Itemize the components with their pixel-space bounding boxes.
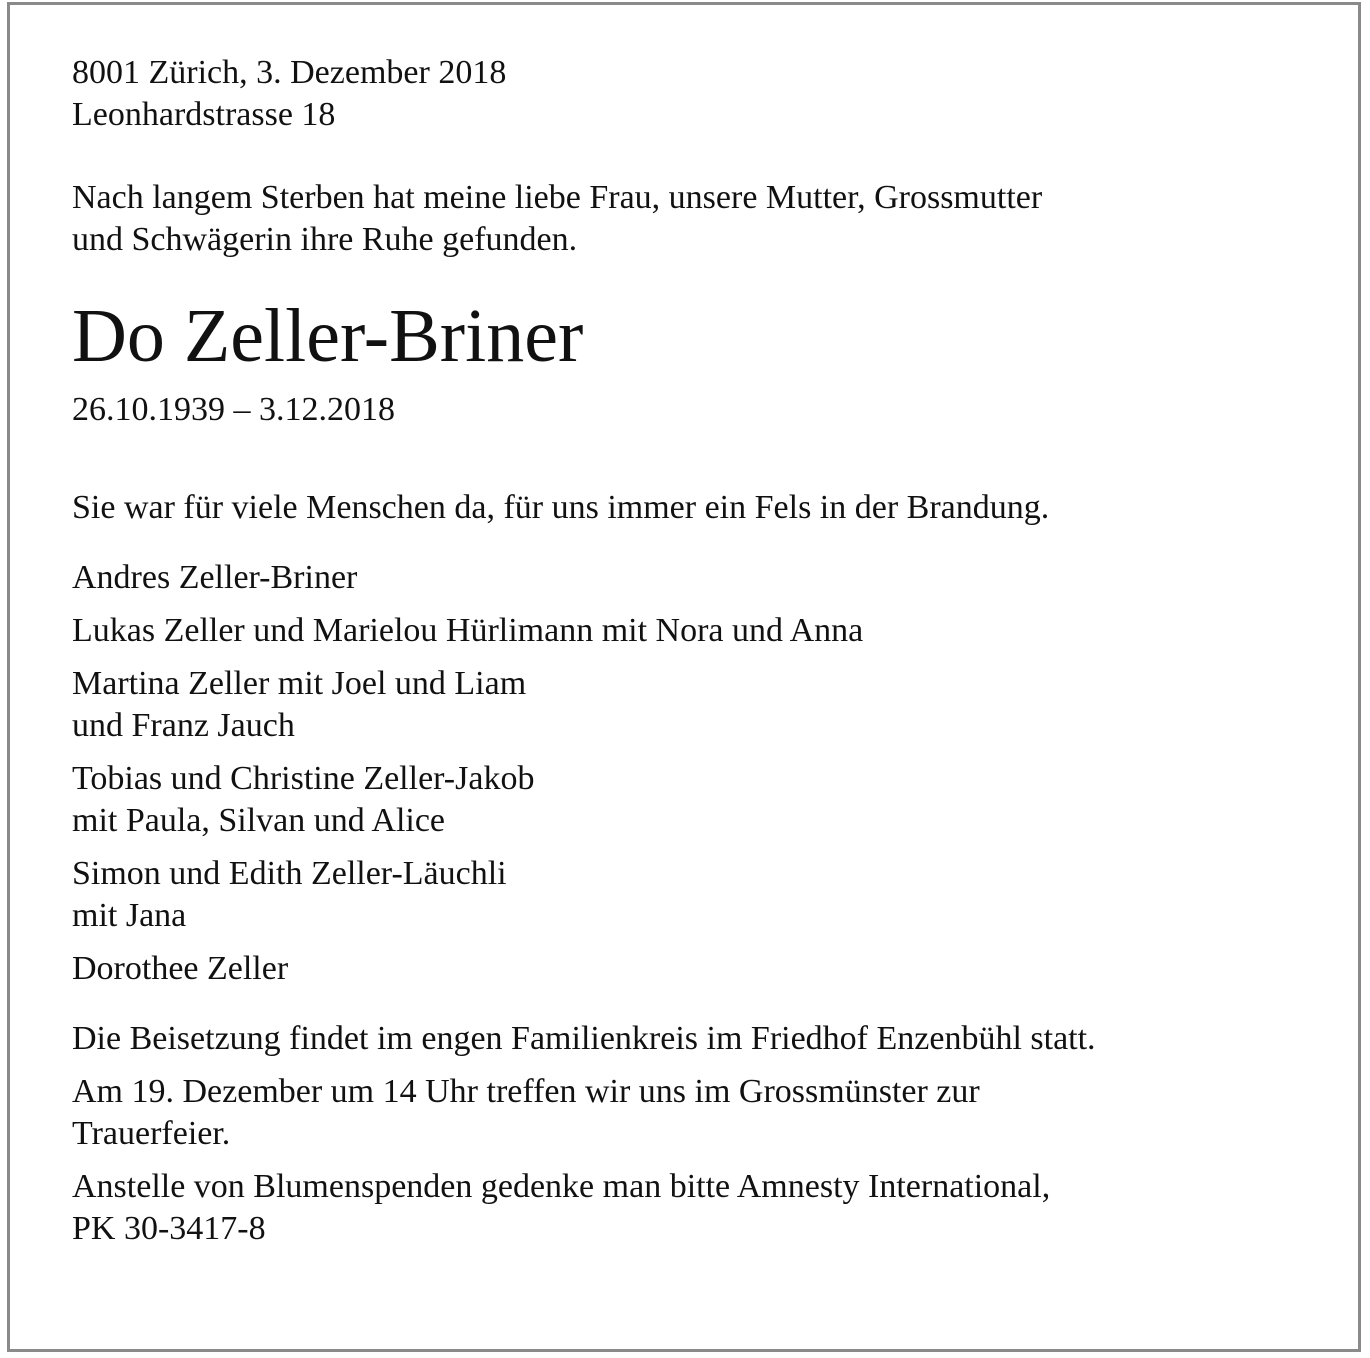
family-list xyxy=(72,557,1332,990)
place-date: 8001 Zürich, 3. Dezember 2018 xyxy=(72,54,507,91)
family-entry xyxy=(72,948,1332,990)
family-entry xyxy=(72,610,1332,652)
family-entry-line: Andres Zeller-Briner xyxy=(72,559,358,596)
family-entry-line: Simon und Edith Zeller-Läuchli xyxy=(72,855,507,892)
intro-line-1: Nach langem Sterben hat meine liebe Frau, unsere Mutter, Grossmutter xyxy=(72,179,1043,216)
donation-notice xyxy=(72,1166,1332,1250)
family-entry xyxy=(72,557,1332,599)
ceremony-line-2: Trauerfeier. xyxy=(72,1115,231,1152)
burial-notice: Die Beisetzung findet im engen Familienkreis im Friedhof Enzenbühl statt. xyxy=(72,1020,1096,1057)
family-entry-line: Dorothee Zeller xyxy=(72,950,289,987)
family-entry-line: mit Paula, Silvan und Alice xyxy=(72,802,446,839)
family-entry-line: Lukas Zeller und Marielou Hürlimann mit Nora und Anna xyxy=(72,612,864,649)
lifespan-dates: 26.10.1939 – 3.12.2018 xyxy=(72,391,395,428)
intro-line-2: und Schwägerin ihre Ruhe gefunden. xyxy=(72,221,578,258)
family-entry xyxy=(72,758,1332,842)
deceased-name: Do Zeller-Briner xyxy=(72,294,584,378)
sender-address xyxy=(72,52,1332,136)
intro-text xyxy=(72,177,1332,261)
family-entry xyxy=(72,853,1332,937)
family-entry-line: und Franz Jauch xyxy=(72,707,295,744)
ceremony-notice xyxy=(72,1071,1332,1155)
donation-account: PK 30-3417-8 xyxy=(72,1210,266,1247)
donation-line-1: Anstelle von Blumenspenden gedenke man bitte Amnesty International, xyxy=(72,1168,1051,1205)
tribute-quote: Sie war für viele Menschen da, für uns immer ein Fels in der Brandung. xyxy=(72,489,1050,526)
obituary-notice xyxy=(72,52,1332,1250)
ceremony-line-1: Am 19. Dezember um 14 Uhr treffen wir uns im Grossmünster zur xyxy=(72,1073,980,1110)
family-entry xyxy=(72,663,1332,747)
family-entry-line: Martina Zeller mit Joel und Liam xyxy=(72,665,527,702)
street-address: Leonhardstrasse 18 xyxy=(72,96,336,133)
family-entry-line: mit Jana xyxy=(72,897,187,934)
family-entry-line: Tobias und Christine Zeller-Jakob xyxy=(72,760,535,797)
